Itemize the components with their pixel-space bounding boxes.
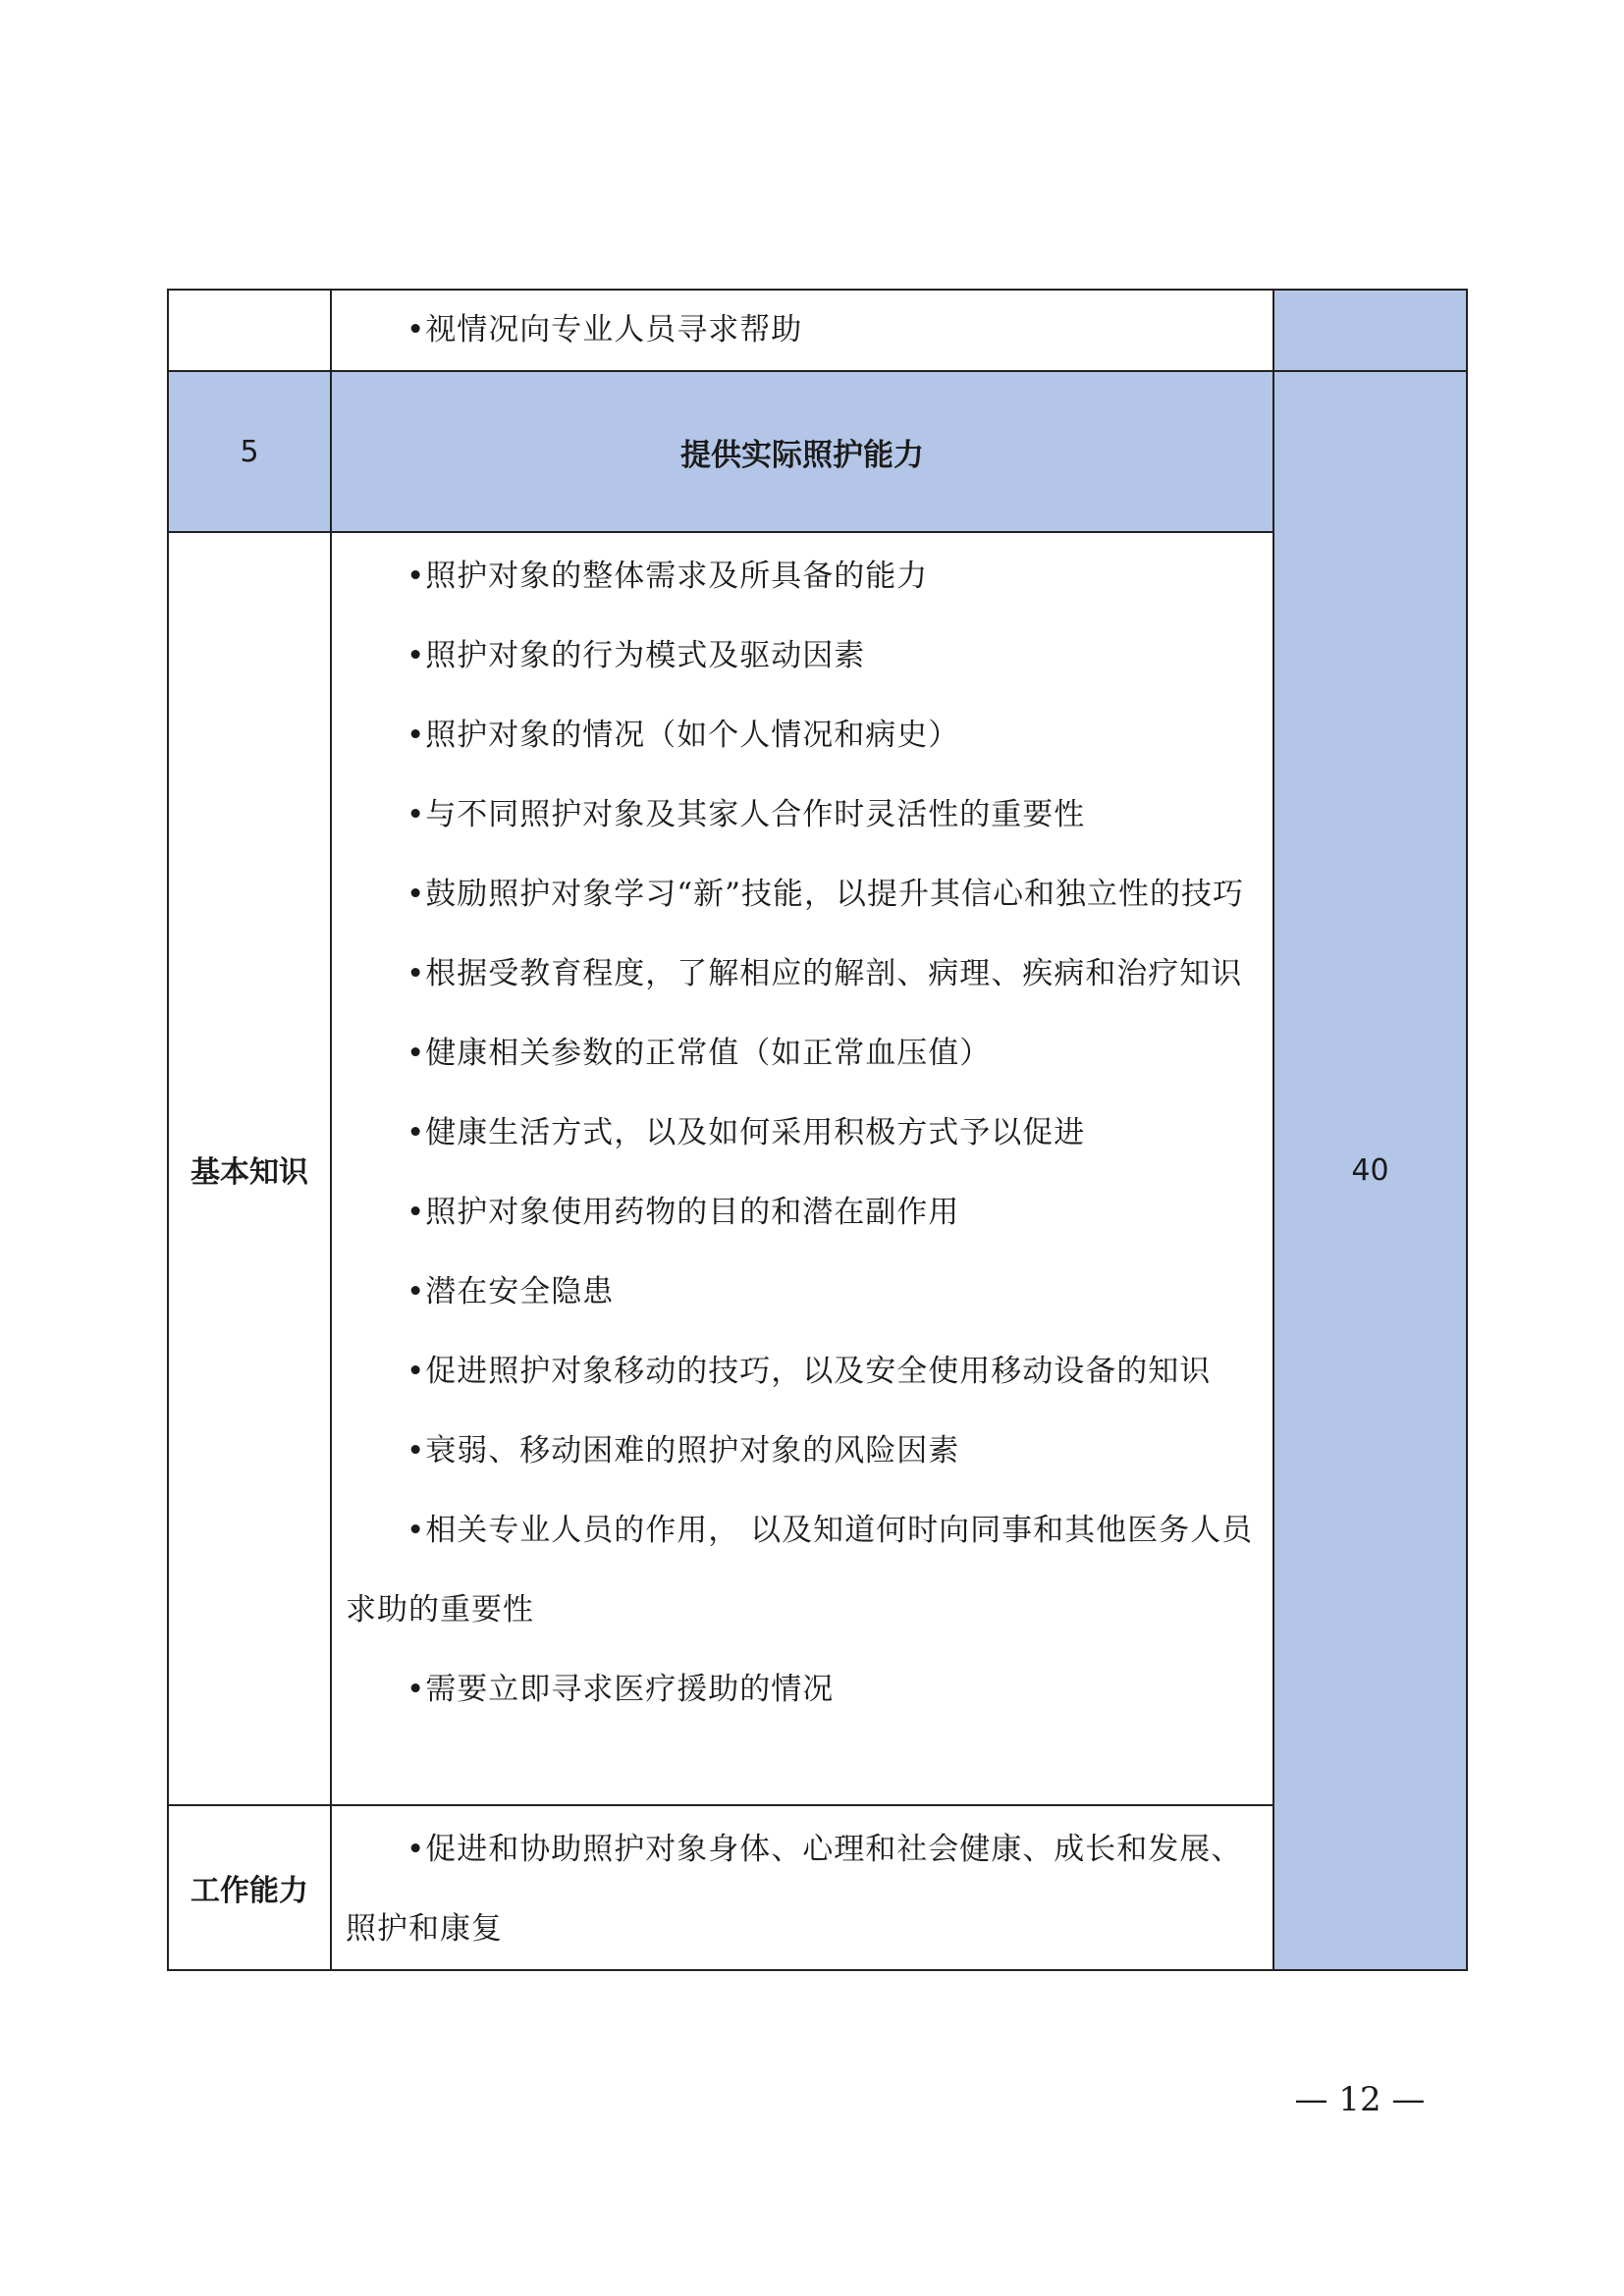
section-header-row	[168, 371, 1467, 532]
continuation-content-cell	[331, 290, 1273, 371]
ability-label-cell	[168, 1805, 331, 1970]
section-number-cell	[168, 371, 331, 532]
knowledge-label-cell	[168, 532, 331, 1805]
ability-row	[168, 1805, 1467, 1970]
ability-item: •促进和协助照护对象身体、心理和社会健康、成长和发展、照护和康复	[346, 1832, 1243, 1947]
knowledge-item: •根据受教育程度，了解相应的解剖、病理、疾病和治疗知识	[406, 956, 1243, 991]
section-title: 提供实际照护能力	[680, 437, 924, 473]
knowledge-item: •潜在安全隐患	[406, 1274, 615, 1309]
knowledge-item: •照护对象的整体需求及所具备的能力	[406, 559, 929, 594]
knowledge-list	[346, 537, 1261, 1730]
knowledge-label: 基本知识	[190, 1154, 308, 1190]
continuation-item: •视情况向专业人员寻求帮助	[406, 312, 803, 347]
knowledge-item: •促进照护对象移动的技巧，以及安全使用移动设备的知识	[406, 1354, 1212, 1389]
knowledge-item: •相关专业人员的作用， 以及知道何时向同事和其他医务人员求助的重要性	[346, 1513, 1254, 1628]
knowledge-item: •衰弱、移动困难的照护对象的风险因素	[406, 1433, 960, 1468]
section-title-cell	[331, 371, 1273, 532]
knowledge-content-cell	[331, 532, 1273, 1805]
knowledge-item: •与不同照护对象及其家人合作时灵活性的重要性	[406, 797, 1086, 832]
knowledge-item: •照护对象的行为模式及驱动因素	[406, 638, 866, 673]
continuation-score-cell	[1273, 290, 1467, 371]
knowledge-item: •鼓励照护对象学习“新”技能，以提升其信心和独立性的技巧	[406, 877, 1244, 912]
knowledge-item: •健康相关参数的正常值（如正常血压值）	[406, 1036, 992, 1071]
empty-label-cell	[168, 290, 331, 371]
ability-content-cell	[331, 1805, 1273, 1970]
standards-table	[167, 289, 1468, 1971]
ability-label: 工作能力	[190, 1874, 308, 1908]
page-number: — 12 —	[1294, 2080, 1426, 2119]
knowledge-row	[168, 532, 1467, 1805]
knowledge-item: •照护对象使用药物的目的和潜在副作用	[406, 1195, 960, 1230]
score-value: 40	[1351, 1153, 1389, 1188]
knowledge-item: •照护对象的情况（如个人情况和病史）	[406, 718, 960, 753]
score-cell	[1273, 371, 1467, 1970]
section-number: 5	[240, 434, 259, 469]
continuation-row	[168, 290, 1467, 371]
knowledge-item: •需要立即寻求医疗援助的情况	[406, 1672, 835, 1707]
knowledge-item: •健康生活方式，以及如何采用积极方式予以促进	[406, 1115, 1086, 1150]
